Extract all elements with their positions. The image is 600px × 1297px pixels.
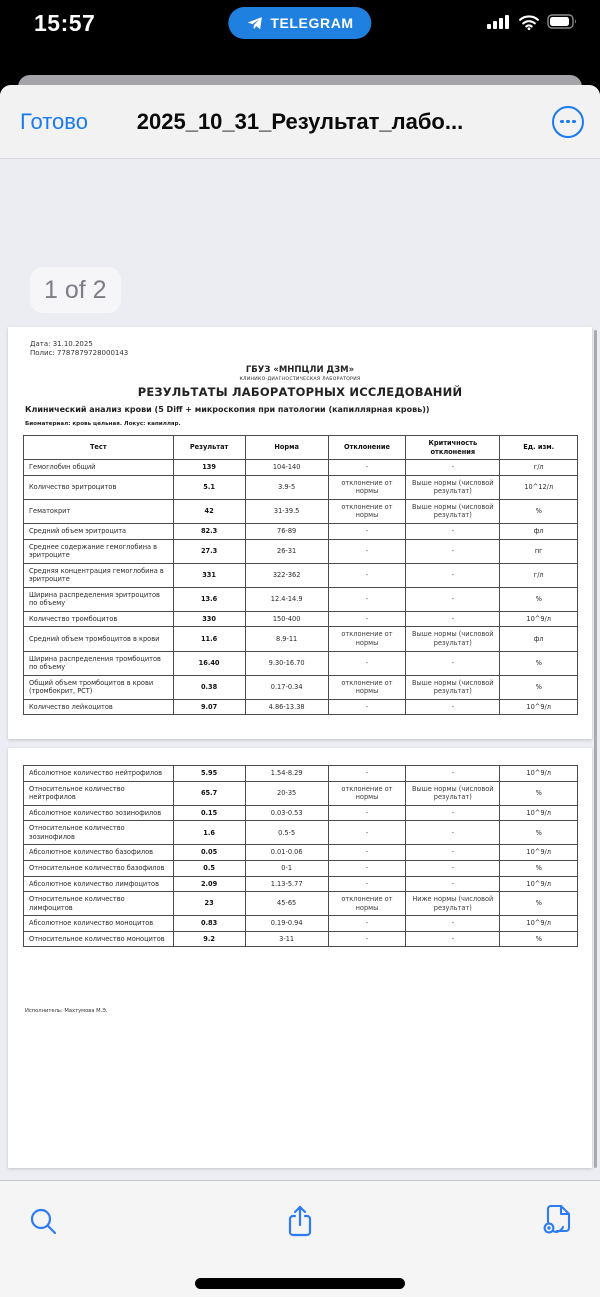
norm-cell: 12.4-14.9 — [245, 587, 328, 611]
report-title: РЕЗУЛЬТАТЫ ЛАБОРАТОРНЫХ ИССЛЕДОВАНИЙ — [137, 385, 463, 399]
test-name-cell: Среднее содержание гемоглобина в эритроците — [24, 539, 174, 563]
norm-cell: 0.01-0.06 — [245, 845, 328, 861]
column-header: Отклонение — [328, 436, 406, 460]
table-row — [24, 699, 578, 715]
criticality-cell: - — [406, 916, 500, 932]
deviation-cell: - — [328, 611, 406, 627]
table-row — [24, 892, 578, 916]
criticality-cell: - — [406, 699, 500, 715]
criticality-cell: Выше нормы (числовой результат) — [406, 627, 500, 651]
document-preview-sheet — [0, 85, 600, 1297]
criticality-cell: - — [406, 876, 500, 892]
deviation-cell: отклонение от нормы — [328, 781, 406, 805]
deviation-cell: - — [328, 563, 406, 587]
criticality-cell: - — [406, 523, 500, 539]
search-icon — [28, 1206, 58, 1236]
test-name-cell: Относительное количество эозинофилов — [24, 821, 174, 845]
deviation-cell: отклонение от нормы — [328, 499, 406, 523]
unit-cell: % — [500, 781, 578, 805]
table-row — [24, 587, 578, 611]
result-cell: 139 — [173, 460, 245, 476]
criticality-cell: - — [406, 845, 500, 861]
test-name-cell: Относительное количество нейтрофилов — [24, 781, 174, 805]
pdf-page-2 — [8, 748, 592, 1168]
table-row — [24, 475, 578, 499]
deviation-cell: - — [328, 931, 406, 947]
norm-cell: 31-39.5 — [245, 499, 328, 523]
column-header: Норма — [245, 436, 328, 460]
unit-cell: 10^9/л — [500, 805, 578, 821]
norm-cell: 150-400 — [245, 611, 328, 627]
share-icon — [286, 1204, 314, 1238]
deviation-cell: отклонение от нормы — [328, 675, 406, 699]
test-name-cell: Относительное количество базофилов — [24, 860, 174, 876]
norm-cell: 45-65 — [245, 892, 328, 916]
criticality-cell: Выше нормы (числовой результат) — [406, 781, 500, 805]
result-cell: 5.1 — [173, 475, 245, 499]
unit-cell: % — [500, 499, 578, 523]
deviation-cell: - — [328, 845, 406, 861]
document-markup-icon — [541, 1204, 573, 1238]
result-cell: 9.2 — [173, 931, 245, 947]
norm-cell: 0.17-0.34 — [245, 675, 328, 699]
document-meta — [30, 340, 128, 359]
criticality-cell: Ниже нормы (числовой результат) — [406, 892, 500, 916]
result-cell: 13.6 — [173, 587, 245, 611]
table-row — [24, 460, 578, 476]
table-row — [24, 675, 578, 699]
result-cell: 65.7 — [173, 781, 245, 805]
deviation-cell: - — [328, 860, 406, 876]
norm-cell: 3-11 — [245, 931, 328, 947]
deviation-cell: - — [328, 699, 406, 715]
criticality-cell: - — [406, 563, 500, 587]
criticality-cell: - — [406, 651, 500, 675]
result-cell: 9.07 — [173, 699, 245, 715]
lab-name: КЛИНИКО-ДИАГНОСТИЧЕСКАЯ ЛАБОРАТОРИЯ — [239, 377, 361, 382]
policy-line: Полис: 7787879728000143 — [30, 349, 129, 358]
deviation-cell: отклонение от нормы — [328, 627, 406, 651]
table-row — [24, 499, 578, 523]
result-cell: 16.40 — [173, 651, 245, 675]
table-row — [24, 860, 578, 876]
test-name-cell: Количество тромбоцитов — [24, 611, 174, 627]
column-header: Тест — [24, 436, 174, 460]
test-name-cell: Ширина распределения тромбоцитов по объему — [24, 651, 174, 675]
unit-cell: фл — [500, 627, 578, 651]
table-row — [24, 611, 578, 627]
search-button[interactable] — [21, 1199, 65, 1243]
unit-cell: % — [500, 860, 578, 876]
deviation-cell: - — [328, 876, 406, 892]
table-row — [24, 539, 578, 563]
norm-cell: 322-362 — [245, 563, 328, 587]
deviation-cell: - — [328, 651, 406, 675]
table-row — [24, 651, 578, 675]
organization-name: ГБУЗ «МНПЦЛИ ДЗМ» — [245, 365, 355, 375]
result-cell: 330 — [173, 611, 245, 627]
test-name-cell: Абсолютное количество эозинофилов — [24, 805, 174, 821]
deviation-cell: - — [328, 460, 406, 476]
deviation-cell: отклонение от нормы — [328, 475, 406, 499]
table-row — [24, 766, 578, 782]
result-cell: 0.38 — [173, 675, 245, 699]
norm-cell: 0.19-0.94 — [245, 916, 328, 932]
norm-cell: 8.9-11 — [245, 627, 328, 651]
criticality-cell: - — [406, 460, 500, 476]
unit-cell: 10^9/л — [500, 876, 578, 892]
scroll-indicator[interactable] — [594, 330, 597, 1168]
deviation-cell: - — [328, 766, 406, 782]
test-name-cell: Ширина распределения эритроцитов по объему — [24, 587, 174, 611]
criticality-cell: - — [406, 931, 500, 947]
norm-cell: 1.54-8.29 — [245, 766, 328, 782]
unit-cell: 10^9/л — [500, 699, 578, 715]
share-button[interactable] — [278, 1199, 322, 1243]
test-name-cell: Общий объем тромбоцитов в крови (тромбокрит, PCT) — [24, 675, 174, 699]
criticality-cell: - — [406, 766, 500, 782]
norm-cell: 4.86-13.38 — [245, 699, 328, 715]
criticality-cell: - — [406, 611, 500, 627]
unit-cell: г/л — [500, 563, 578, 587]
test-name-cell: Средняя концентрация гемоглобина в эритроците — [24, 563, 174, 587]
deviation-cell: - — [328, 916, 406, 932]
test-name-cell: Абсолютное количество нейтрофилов — [24, 766, 174, 782]
criticality-cell: Выше нормы (числовой результат) — [406, 499, 500, 523]
result-cell: 5.95 — [173, 766, 245, 782]
test-name-cell: Гематокрит — [24, 499, 174, 523]
unit-cell: фл — [500, 523, 578, 539]
cellular-signal-icon — [487, 14, 511, 30]
markup-button[interactable] — [535, 1199, 579, 1243]
date-line: Дата: 31.10.2025 — [30, 340, 93, 348]
unit-cell: пг — [500, 539, 578, 563]
done-button[interactable]: Готово — [20, 108, 88, 134]
pdf-viewer[interactable] — [0, 160, 600, 1180]
table-header-row — [24, 436, 578, 460]
deviation-cell: отклонение от нормы — [328, 892, 406, 916]
result-cell: 0.15 — [173, 805, 245, 821]
deviation-cell: - — [328, 539, 406, 563]
criticality-cell: Выше нормы (числовой результат) — [406, 475, 500, 499]
table-row — [24, 931, 578, 947]
status-icons — [487, 14, 578, 30]
unit-cell: 10^9/л — [500, 845, 578, 861]
battery-icon — [547, 14, 578, 30]
column-header: Ед. изм. — [500, 436, 578, 460]
result-cell: 23 — [173, 892, 245, 916]
table-row — [24, 563, 578, 587]
unit-cell: 10^9/л — [500, 916, 578, 932]
unit-cell: % — [500, 587, 578, 611]
unit-cell: % — [500, 821, 578, 845]
norm-cell: 104-140 — [245, 460, 328, 476]
unit-cell: г/л — [500, 460, 578, 476]
result-cell: 0.5 — [173, 860, 245, 876]
test-name-cell: Относительное количество лимфоцитов — [24, 892, 174, 916]
executor-line: Исполнитель: Махтумова М.Э. — [25, 1008, 108, 1014]
unit-cell: % — [500, 931, 578, 947]
document-title: 2025_10_31_Результат_лабо... — [136, 108, 464, 134]
table-row — [24, 876, 578, 892]
criticality-cell: - — [406, 539, 500, 563]
criticality-cell: - — [406, 821, 500, 845]
page-count-badge: 1 of 2 — [30, 267, 121, 313]
test-name-cell: Гемоглобин общий — [24, 460, 174, 476]
analysis-subtitle: Клинический анализ крови (5 Diff + микроскопия при патологии (капиллярная кровь)) — [25, 405, 430, 414]
column-header: Критичность отклонения — [406, 436, 500, 460]
pdf-page-1 — [8, 327, 592, 739]
table-row — [24, 821, 578, 845]
test-name-cell: Абсолютное количество базофилов — [24, 845, 174, 861]
nav-bar — [0, 85, 600, 159]
test-name-cell: Количество лейкоцитов — [24, 699, 174, 715]
norm-cell: 3.9-5 — [245, 475, 328, 499]
biomaterial-line: Биоматериал: кровь цельная. Локус: капилляр. — [25, 421, 181, 427]
results-table-1 — [23, 435, 578, 715]
criticality-cell: Выше нормы (числовой результат) — [406, 675, 500, 699]
status-bar — [0, 0, 600, 75]
wifi-icon — [518, 14, 540, 30]
unit-cell: % — [500, 675, 578, 699]
result-cell: 1.6 — [173, 821, 245, 845]
deviation-cell: - — [328, 805, 406, 821]
table-row — [24, 523, 578, 539]
result-cell: 82.3 — [173, 523, 245, 539]
unit-cell: 10^9/л — [500, 611, 578, 627]
norm-cell: 1.13-5.77 — [245, 876, 328, 892]
table-row — [24, 916, 578, 932]
result-cell: 331 — [173, 563, 245, 587]
more-options-button[interactable] — [552, 106, 584, 138]
norm-cell: 0-1 — [245, 860, 328, 876]
status-time: 15:57 — [34, 10, 96, 36]
test-name-cell: Количество эритроцитов — [24, 475, 174, 499]
criticality-cell: - — [406, 587, 500, 611]
norm-cell: 26-31 — [245, 539, 328, 563]
norm-cell: 9.30-16.70 — [245, 651, 328, 675]
unit-cell: 10^12/л — [500, 475, 578, 499]
result-cell: 2.09 — [173, 876, 245, 892]
deviation-cell: - — [328, 523, 406, 539]
result-cell: 0.83 — [173, 916, 245, 932]
norm-cell: 0.03-0.53 — [245, 805, 328, 821]
telegram-return-banner[interactable] — [228, 7, 371, 39]
column-header: Результат — [173, 436, 245, 460]
table-row — [24, 805, 578, 821]
telegram-plane-icon — [246, 15, 263, 32]
bottom-toolbar — [0, 1180, 600, 1297]
unit-cell: 10^9/л — [500, 766, 578, 782]
norm-cell: 76-89 — [245, 523, 328, 539]
result-cell: 42 — [173, 499, 245, 523]
table-row — [24, 845, 578, 861]
norm-cell: 0.5-5 — [245, 821, 328, 845]
deviation-cell: - — [328, 587, 406, 611]
results-table-2 — [23, 765, 578, 947]
result-cell: 0.05 — [173, 845, 245, 861]
criticality-cell: - — [406, 860, 500, 876]
result-cell: 11.6 — [173, 627, 245, 651]
test-name-cell: Средний объем тромбоцитов в крови — [24, 627, 174, 651]
test-name-cell: Абсолютное количество лимфоцитов — [24, 876, 174, 892]
test-name-cell: Абсолютное количество моноцитов — [24, 916, 174, 932]
unit-cell: % — [500, 651, 578, 675]
test-name-cell: Средний объем эритроцита — [24, 523, 174, 539]
unit-cell: % — [500, 892, 578, 916]
home-indicator[interactable] — [195, 1278, 405, 1289]
norm-cell: 20-35 — [245, 781, 328, 805]
deviation-cell: - — [328, 821, 406, 845]
telegram-banner-label: TELEGRAM — [270, 15, 354, 31]
criticality-cell: - — [406, 805, 500, 821]
table-row — [24, 627, 578, 651]
test-name-cell: Относительное количество моноцитов — [24, 931, 174, 947]
result-cell: 27.3 — [173, 539, 245, 563]
table-row — [24, 781, 578, 805]
